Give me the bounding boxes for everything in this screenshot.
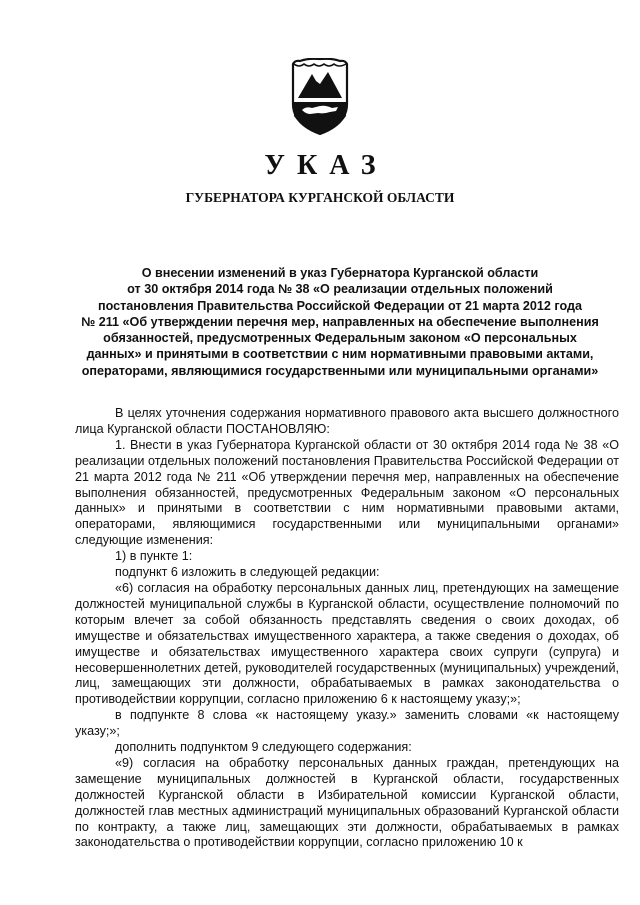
heading-line: О внесении изменений в указ Губернатора Курганской области bbox=[141, 266, 539, 280]
heading-line: от 30 октября 2014 года № 38 «О реализации отдельных положений bbox=[127, 282, 553, 297]
heading-line: операторами, являющимися государственными или муниципальными органами» bbox=[81, 363, 599, 378]
heading-line: данных» и принятыми в соответствии с ним нормативными правовыми актами, bbox=[86, 347, 594, 362]
decree-heading bbox=[60, 265, 620, 379]
quoted-amendment-6: «6) согласия на обработку персональных данных лиц, претендующих на замещение должностей муниципальной службы в Курганской области, осуществление полномочий по которым влечет за собой обязанность представлять сведения о своих доходах, об имуществе и обязательствах имущественного характера, а также сведения о доходах, об имуществе и обязательствах имущественного характера своих супруги (супруга) и несовершеннолетних детей, руководителей государственных (муниципальных) учреждений, лиц, замещающих эти должности, обрабатываемых в рамках законодательства о противодействии коррупции, согласно приложению 6 к настоящему указу;»; bbox=[75, 580, 619, 707]
preamble-paragraph: В целях уточнения содержания нормативного правового акта высшего должностного лица Курганской области ПОСТАНОВЛЯЮ: bbox=[75, 406, 619, 436]
decree-body bbox=[75, 406, 619, 851]
heading-line: постановления Правительства Российской Федерации от 21 марта 2012 года bbox=[98, 298, 582, 313]
sub-item-paragraph: 1) в пункте 1: bbox=[115, 549, 193, 564]
document-subtitle: ГУБЕРНАТОРА КУРГАНСКОЙ ОБЛАСТИ bbox=[185, 190, 455, 205]
sub-item-paragraph: подпункт 6 изложить в следующей редакции: bbox=[115, 565, 380, 580]
clause-1-paragraph: 1. Внести в указ Губернатора Курганской области от 30 октября 2014 года № 38 «О реализации отдельных положений постановления Правительства Российской Федерации от 21 марта 2012 года № 211 «Об утверждении перечня мер, направленных на обеспечение выполнения обязанностей, предусмотренных Федеральным законом «О персональных данных» и принятыми в соответствии с ним нормативными правовыми актами, операторами, являющимися государственными или муниципальными органами» следующие изменения: bbox=[75, 437, 619, 548]
quoted-amendment-9: «9) согласия на обработку персональных данных граждан, претендующих на замещение муниципальных должностей в Курганской области, государственных должностей Курганской области в Избирательной комиссии Курганской области, должностей глав местных администраций муниципальных образований Курганской области по контракту, а также лиц, замещающих эти должности, обрабатываемых в рамках законодательства о противодействии коррупции, согласно приложению 10 к bbox=[75, 755, 619, 850]
sub-item-paragraph: в подпункте 8 слова «к настоящему указу.» заменить словами «к настоящему указу;»; bbox=[75, 708, 619, 739]
sub-item-paragraph: дополнить подпунктом 9 следующего содержания: bbox=[115, 740, 412, 755]
heading-line: обязанностей, предусмотренных Федеральным законом «О персональных bbox=[103, 331, 577, 346]
heading-line: № 211 «Об утверждении перечня мер, направленных на обеспечение выполнения bbox=[81, 314, 599, 329]
coat-of-arms-icon bbox=[290, 58, 350, 136]
document-title: УКАЗ bbox=[264, 150, 388, 181]
